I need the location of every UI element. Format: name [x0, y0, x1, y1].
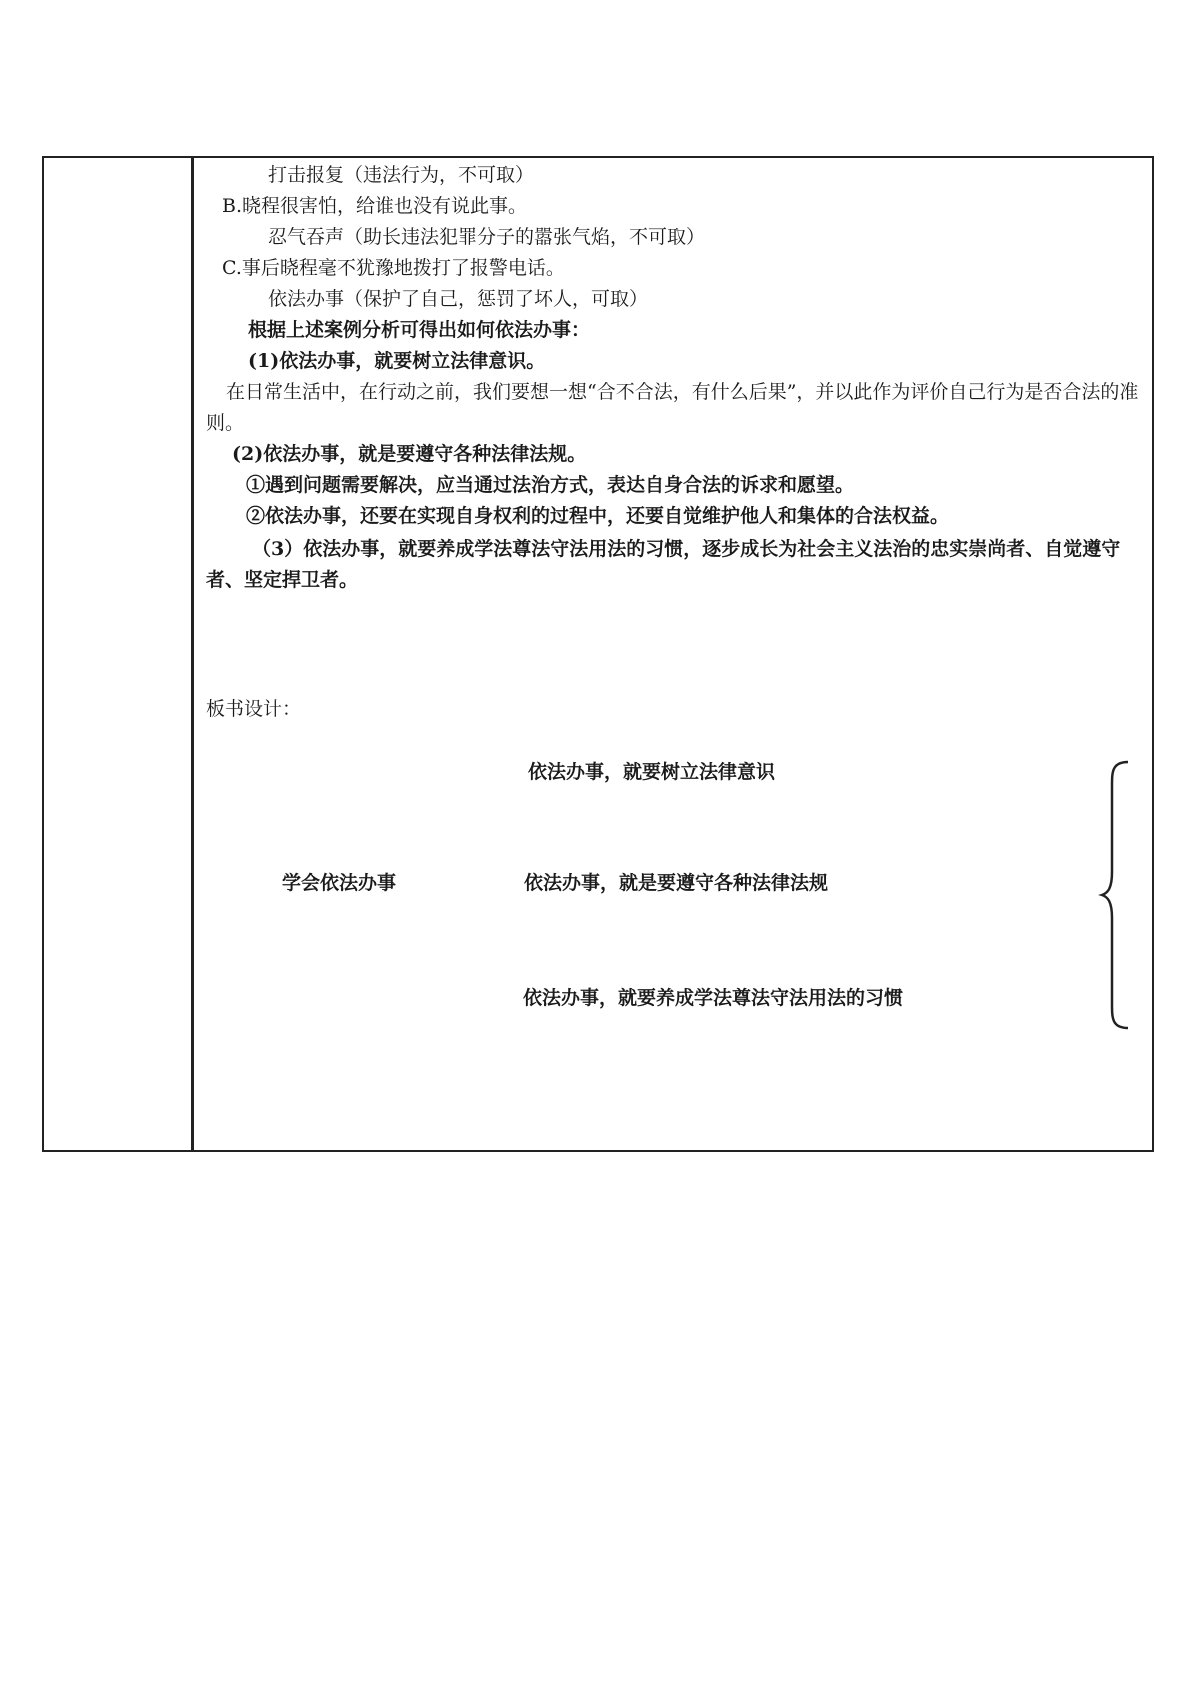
option-c-result: 依法办事（保护了自己，惩罚了坏人，可取） [268, 288, 649, 310]
board-design-heading: 板书设计： [206, 698, 302, 720]
curly-brace [1100, 760, 1130, 1030]
option-b-result: 忍气吞声（助长违法犯罪分子的嚣张气焰，不可取） [268, 226, 706, 248]
board-item-1: 依法办事，就要树立法律意识 [528, 761, 776, 783]
option-a-result: 打击报复（违法行为，不可取） [268, 164, 535, 186]
analysis-intro: 根据上述案例分析可得出如何依法办事： [248, 319, 591, 341]
point1-body: 在日常生活中，在行动之前，我们要想一想“合不合法，有什么后果”，并以此作为评价自己行为是否合法的准则。 [206, 381, 1139, 434]
board-item-3: 依法办事，就要养成学法尊法守法用法的习惯 [523, 987, 904, 1009]
point3: （3）依法办事，就要养成学法尊法守法用法的习惯，逐步成长为社会主义法治的忠实崇尚者、自觉遵守者、坚定捍卫者。 [206, 538, 1121, 591]
option-b-text: B.晓程很害怕，给谁也没有说此事。 [222, 195, 528, 217]
point1-title: (1)依法办事，就要树立法律意识。 [248, 350, 546, 372]
point2-title: (2)依法办事，就是要遵守各种法律法规。 [232, 443, 587, 465]
point2-sub1: ①遇到问题需要解决，应当通过法治方式，表达自身合法的诉求和愿望。 [246, 474, 855, 496]
label-column-cell [44, 158, 194, 1150]
point2-sub2: ②依法办事，还要在实现自身权利的过程中，还要自觉维护他人和集体的合法权益。 [246, 505, 950, 527]
option-c-text: C.事后晓程毫不犹豫地拨打了报警电话。 [222, 257, 565, 279]
board-topic: 学会依法办事 [282, 872, 397, 894]
board-item-2: 依法办事，就是要遵守各种法律法规 [524, 872, 829, 894]
